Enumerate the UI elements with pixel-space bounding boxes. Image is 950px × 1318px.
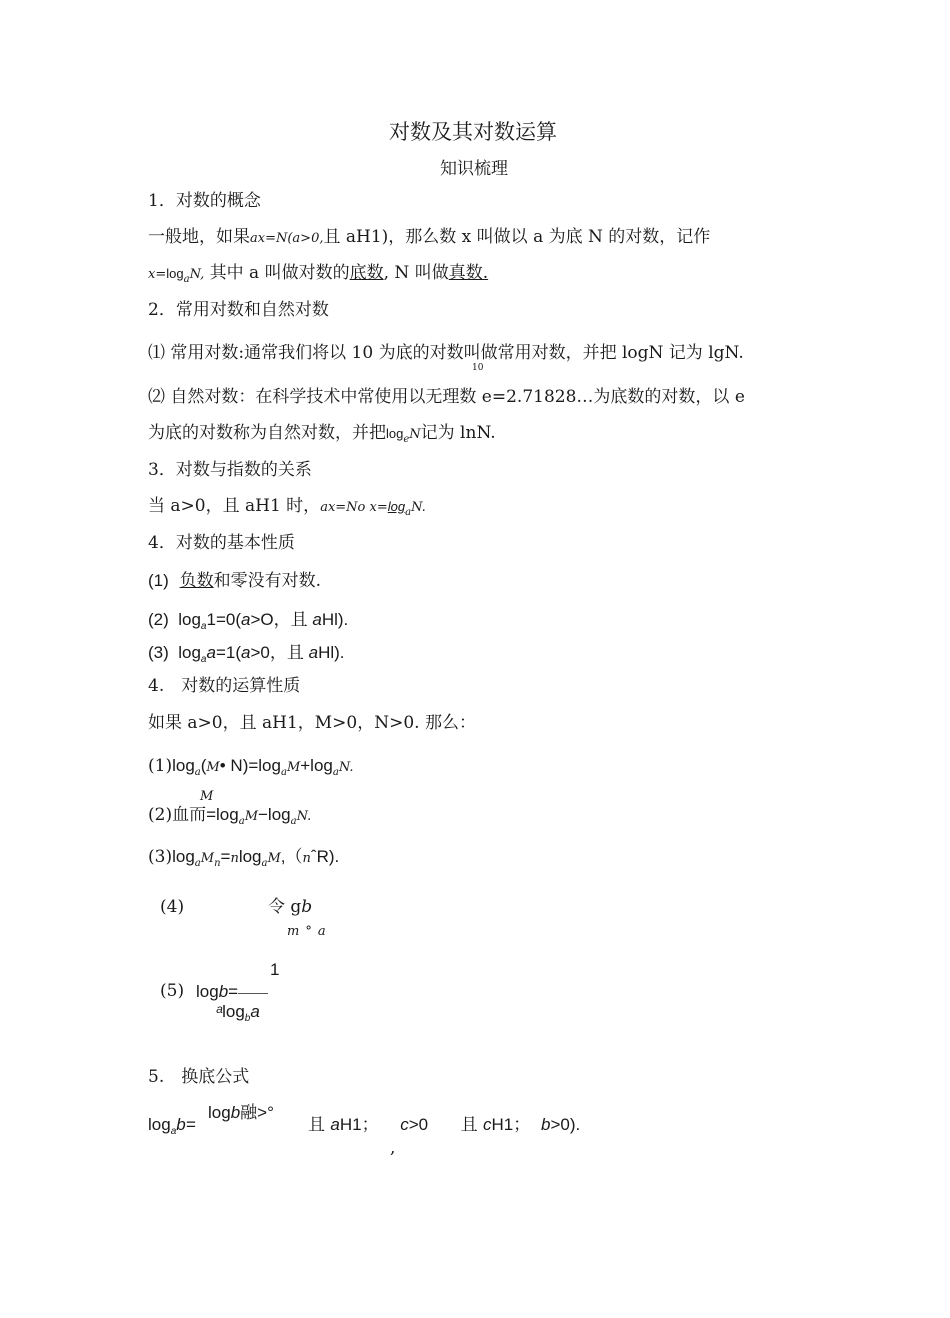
page-subtitle: 知识梳理 xyxy=(440,159,508,179)
formula-5-numerator: 1 xyxy=(270,960,280,979)
formula-5-denominator: ᵃlog$_b$a xyxy=(216,1002,260,1024)
page-title: 对数及其对数运算 xyxy=(389,120,557,144)
basic-property-1: (1) 负数和零没有对数. xyxy=(148,571,321,591)
formula-4-body: 令 gb xyxy=(268,897,313,917)
log-exp-relation: 当 a>0，且 aH1 时，ax=No $x=\log_aN$. xyxy=(148,496,426,518)
term-antilog: 真数. xyxy=(448,263,489,283)
formula-product: $(1)\log_a(M•$ $N)=\log_aM+\log_aN$. xyxy=(148,756,354,778)
common-log-paragraph: ⑴ 常用对数:通常我们将以 10 为底的对数叫做常用对数，并把 logN 记为 lgN. xyxy=(148,343,744,363)
formula-power: $(3)\log_aM_n=nlog_aM,(nˆR)$. xyxy=(148,847,340,869)
basic-property-3: (3) $\log_aa=1(a>0$，且 aHl). xyxy=(148,643,345,665)
formula-quotient-numerator: M xyxy=(200,789,214,804)
section-4-heading: 4．对数的基本性质 xyxy=(148,533,295,553)
section-2-heading: 2．常用对数和自然对数 xyxy=(148,300,329,320)
change-of-base-formula: $\log_ab=$ xyxy=(148,1115,196,1137)
natural-log-paragraph-line-1: ⑵ 自然对数：在科学技术中常使用以无理数 e=2.71828…为底数的对数，以 e xyxy=(148,387,745,407)
section-1-heading: 1．对数的概念 xyxy=(148,191,261,211)
change-of-base-conditions: 且 aH1； c>0 且 cH1； b>0). xyxy=(308,1115,581,1135)
formula-4-lower: m°a xyxy=(287,924,332,939)
formula-5-body: logb= xyxy=(196,983,268,1000)
common-log-subscript: 10 xyxy=(472,363,484,373)
basic-property-2: (2) $\log_a1=0(a>O$，且 aHl). xyxy=(148,610,349,632)
natural-log-paragraph-line-2: 为底的对数称为自然对数，并把$\log_eN$记为 lnN. xyxy=(148,423,496,445)
stray-comma: , xyxy=(390,1138,396,1158)
section-3-heading: 3．对数与指数的关系 xyxy=(148,460,312,480)
section-1-line-2: $x=\log_aN$, 其中 a 叫做对数的底数, N 叫做真数. xyxy=(148,263,489,285)
term-base: 底数 xyxy=(349,263,384,283)
change-of-base-heading: 5. 换底公式 xyxy=(148,1067,250,1087)
change-of-base-numerator: logb融>° xyxy=(208,1103,274,1122)
section-1-line-1: 一般地，如果ax=N(a>0,且 aH1)，那么数 x 叫做以 a 为底 N 的对数，记作 xyxy=(148,227,711,247)
formula-4-number: (4) xyxy=(160,897,185,917)
operation-condition: 如果 a>0，且 aH1，M>0，N>0. 那么： xyxy=(148,713,476,733)
formula-5-number: (5) xyxy=(160,981,185,1001)
operation-heading: 4. 对数的运算性质 xyxy=(148,676,301,696)
formula-quotient: (2)血而$=\log_aM-\log_aN$. xyxy=(148,805,312,827)
